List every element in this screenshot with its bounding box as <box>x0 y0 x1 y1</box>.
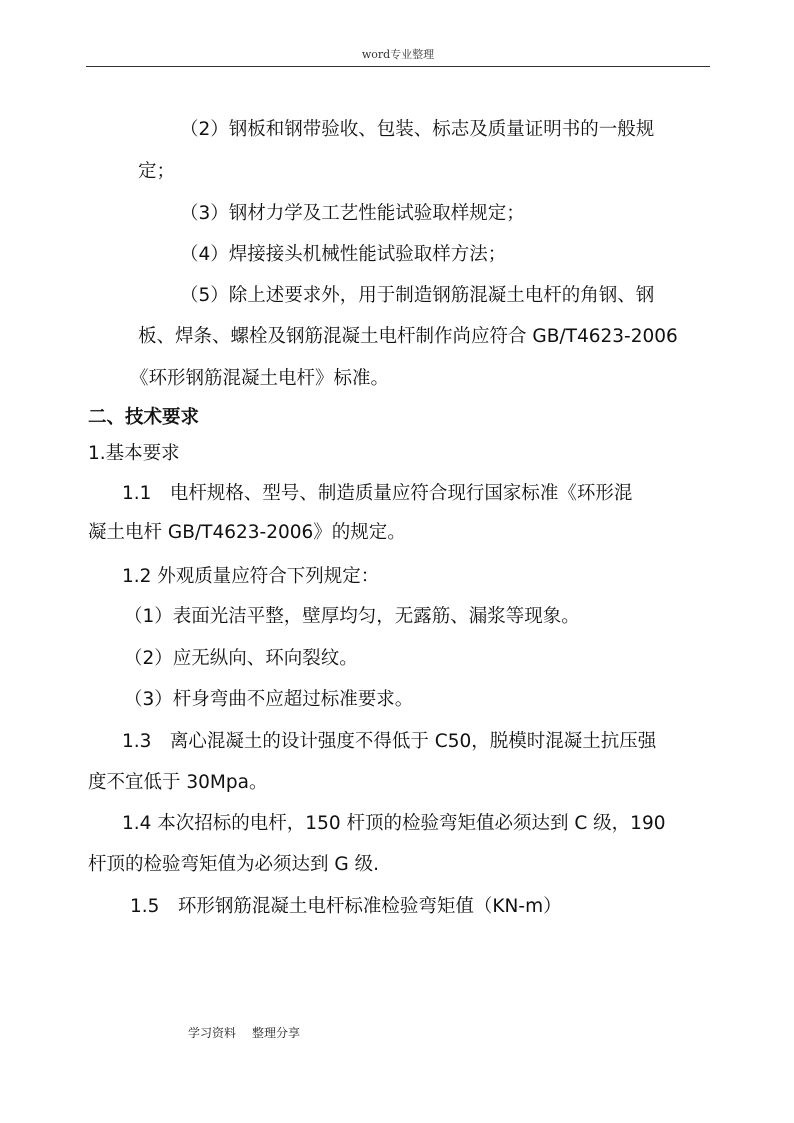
text-line: 1.5 环形钢筋混凝土电杆标准检验弯矩值（KN-m） <box>130 896 562 917</box>
page-footer <box>188 1024 316 1041</box>
text-line: 凝土电杆 GB/T4623-2006》的规定。 <box>88 522 406 543</box>
text-line: 定； <box>138 161 176 182</box>
section-heading: 二、技术要求 <box>88 407 200 428</box>
page-header: word专业整理 <box>361 48 435 61</box>
footer-left: 学习资料 <box>188 1026 237 1040</box>
text-line: （3）钢材力学及工艺性能试验取样规定； <box>180 203 525 224</box>
text-line: （5）除上述要求外，用于制造钢筋混凝土电杆的角钢、钢 <box>180 285 655 306</box>
text-line: （4）焊接接头机械性能试验取样方法； <box>180 244 507 265</box>
text-line: 1.3 离心混凝土的设计强度不得低于 C50，脱模时混凝土抗压强 <box>122 731 657 752</box>
text-line: （3）杆身弯曲不应超过标准要求。 <box>124 689 414 710</box>
header-divider <box>86 66 710 67</box>
text-line: （2）钢板和钢带验收、包装、标志及质量证明书的一般规 <box>180 119 655 140</box>
text-line: 杆顶的检验弯矩值为必须达到 G 级. <box>88 854 379 875</box>
text-line: （2）应无纵向、环向裂纹。 <box>124 648 358 669</box>
text-line: （1）表面光洁平整，壁厚均匀，无露筋、漏浆等现象。 <box>124 606 580 627</box>
footer-right: 整理分享 <box>252 1026 301 1040</box>
text-line: 《环形钢筋混凝土电杆》标准。 <box>130 368 390 389</box>
text-line: 度不宜低于 30Mpa。 <box>88 772 268 793</box>
text-line: 板、焊条、螺栓及钢筋混凝土电杆制作尚应符合 GB/T4623-2006 <box>138 326 678 347</box>
text-line: 1.4 本次招标的电杆，150 杆顶的检验弯矩值必须达到 C 级，190 <box>122 813 666 834</box>
text-line: 1.2 外观质量应符合下列规定： <box>122 566 380 587</box>
subsection-heading: 1.基本要求 <box>88 443 180 464</box>
text-line: 1.1 电杆规格、型号、制造质量应符合现行国家标准《环形混 <box>122 483 633 504</box>
